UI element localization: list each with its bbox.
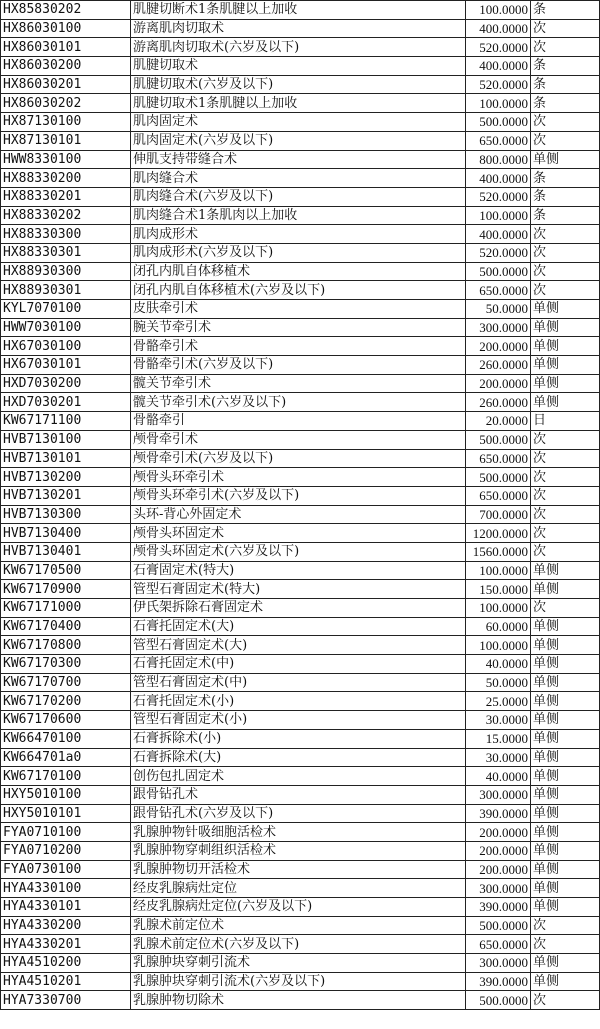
item-name-cell: 石膏托固定术(中) [131,655,466,674]
item-unit-cell: 单侧 [531,711,600,730]
item-name-cell: 颅骨头环固定术 [131,524,466,543]
item-name-cell: 石膏托固定术(大) [131,617,466,636]
item-code-cell: KW67170500 [1,561,131,580]
item-unit-cell: 单侧 [531,580,600,599]
item-price-cell: 500.0000 [466,113,531,132]
item-price-cell: 400.0000 [466,169,531,188]
item-code-cell: HX67030101 [1,356,131,375]
item-price-cell: 100.0000 [466,206,531,225]
item-unit-cell: 单侧 [531,393,600,412]
fee-table-body [1,1,600,1010]
item-unit-cell: 条 [531,169,600,188]
item-name-cell: 石膏托固定术(小) [131,692,466,711]
item-price-cell: 650.0000 [466,281,531,300]
item-code-cell: HXD7030200 [1,374,131,393]
item-name-cell: 髋关节牵引术 [131,374,466,393]
item-unit-cell: 单侧 [531,785,600,804]
table-row [1,187,600,206]
table-row [1,113,600,132]
table-row [1,225,600,244]
item-unit-cell: 单侧 [531,954,600,973]
item-unit-cell: 条 [531,206,600,225]
item-code-cell: HXY5010101 [1,804,131,823]
item-code-cell: HX87130101 [1,131,131,150]
item-code-cell: HVB7130401 [1,542,131,561]
item-price-cell: 500.0000 [466,468,531,487]
item-name-cell: 乳腺肿物切除术 [131,991,466,1010]
item-price-cell: 200.0000 [466,860,531,879]
item-price-cell: 40.0000 [466,767,531,786]
item-unit-cell: 次 [531,449,600,468]
item-name-cell: 肌肉缝合术 [131,169,466,188]
item-unit-cell: 单侧 [531,673,600,692]
item-code-cell: HWW8330100 [1,150,131,169]
item-price-cell: 15.0000 [466,729,531,748]
item-price-cell: 520.0000 [466,187,531,206]
item-name-cell: 颅骨头环牵引术(六岁及以下) [131,486,466,505]
item-unit-cell: 次 [531,131,600,150]
table-row [1,935,600,954]
item-code-cell: KW67170600 [1,711,131,730]
item-name-cell: 皮肤牵引术 [131,300,466,319]
item-name-cell: 乳腺肿块穿刺引流术 [131,954,466,973]
item-name-cell: 跟骨钻孔术 [131,785,466,804]
item-code-cell: HYA7330700 [1,991,131,1010]
item-code-cell: HVB7130200 [1,468,131,487]
item-code-cell: KW67170100 [1,767,131,786]
item-unit-cell: 单侧 [531,898,600,917]
table-row [1,150,600,169]
table-row [1,169,600,188]
item-unit-cell: 单侧 [531,617,600,636]
item-code-cell: HVB7130400 [1,524,131,543]
item-name-cell: 颅骨头环牵引术 [131,468,466,487]
item-unit-cell: 单侧 [531,150,600,169]
table-row [1,542,600,561]
table-row [1,19,600,38]
table-row [1,337,600,356]
item-price-cell: 20.0000 [466,412,531,431]
item-price-cell: 300.0000 [466,954,531,973]
table-row [1,468,600,487]
item-name-cell: 石膏固定术(特大) [131,561,466,580]
item-code-cell: HX85830202 [1,1,131,20]
item-price-cell: 390.0000 [466,972,531,991]
item-name-cell: 乳腺术前定位术 [131,916,466,935]
item-name-cell: 肌腱切取术(六岁及以下) [131,75,466,94]
item-price-cell: 200.0000 [466,841,531,860]
item-name-cell: 肌肉固定术 [131,113,466,132]
item-name-cell: 肌腱切取术1条肌腱以上加收 [131,94,466,113]
item-price-cell: 390.0000 [466,898,531,917]
item-name-cell: 骨骼牵引术 [131,337,466,356]
item-unit-cell: 条 [531,75,600,94]
item-unit-cell: 条 [531,1,600,20]
item-unit-cell: 单侧 [531,729,600,748]
item-unit-cell: 次 [531,468,600,487]
table-row [1,262,600,281]
table-row [1,524,600,543]
item-price-cell: 200.0000 [466,374,531,393]
item-code-cell: HX86030201 [1,75,131,94]
item-code-cell: HX88930300 [1,262,131,281]
item-code-cell: HYA4330200 [1,916,131,935]
item-code-cell: HX87130100 [1,113,131,132]
item-code-cell: KW67171100 [1,412,131,431]
item-price-cell: 520.0000 [466,75,531,94]
item-price-cell: 700.0000 [466,505,531,524]
item-code-cell: HX86030101 [1,38,131,57]
item-name-cell: 颅骨头环固定术(六岁及以下) [131,542,466,561]
item-name-cell: 管型石膏固定术(大) [131,636,466,655]
table-row [1,823,600,842]
item-code-cell: HXY5010100 [1,785,131,804]
item-price-cell: 500.0000 [466,916,531,935]
item-unit-cell: 单侧 [531,692,600,711]
table-row [1,486,600,505]
item-unit-cell: 日 [531,412,600,431]
item-price-cell: 150.0000 [466,580,531,599]
item-code-cell: HYA4330100 [1,879,131,898]
item-price-cell: 100.0000 [466,636,531,655]
item-price-cell: 260.0000 [466,393,531,412]
item-price-cell: 500.0000 [466,430,531,449]
item-price-cell: 520.0000 [466,243,531,262]
table-row [1,729,600,748]
item-unit-cell: 次 [531,542,600,561]
item-unit-cell: 次 [531,486,600,505]
item-unit-cell: 单侧 [531,748,600,767]
item-unit-cell: 条 [531,57,600,76]
table-row [1,972,600,991]
item-code-cell: HX86030200 [1,57,131,76]
item-code-cell: HX88330201 [1,187,131,206]
item-unit-cell: 次 [531,916,600,935]
item-name-cell: 骨骼牵引 [131,412,466,431]
item-code-cell: HVB7130201 [1,486,131,505]
item-unit-cell: 次 [531,991,600,1010]
item-code-cell: HX86030100 [1,19,131,38]
item-name-cell: 游离肌肉切取术 [131,19,466,38]
item-name-cell: 肌肉缝合术(六岁及以下) [131,187,466,206]
table-row [1,991,600,1010]
table-row [1,879,600,898]
table-row [1,748,600,767]
item-name-cell: 管型石膏固定术(中) [131,673,466,692]
item-code-cell: HYA4330201 [1,935,131,954]
table-row [1,57,600,76]
item-unit-cell: 单侧 [531,972,600,991]
table-row [1,860,600,879]
item-unit-cell: 次 [531,113,600,132]
item-price-cell: 40.0000 [466,655,531,674]
item-name-cell: 乳腺肿物切开活检术 [131,860,466,879]
table-row [1,898,600,917]
item-price-cell: 650.0000 [466,486,531,505]
item-code-cell: HYA4510201 [1,972,131,991]
table-row [1,804,600,823]
item-code-cell: HXD7030201 [1,393,131,412]
item-code-cell: HX88330300 [1,225,131,244]
item-price-cell: 100.0000 [466,561,531,580]
item-name-cell: 跟骨钻孔术(六岁及以下) [131,804,466,823]
item-name-cell: 肌肉固定术(六岁及以下) [131,131,466,150]
item-code-cell: KW67170400 [1,617,131,636]
table-row [1,449,600,468]
table-row [1,580,600,599]
item-name-cell: 经皮乳腺病灶定位 [131,879,466,898]
table-row [1,243,600,262]
item-name-cell: 乳腺肿物穿刺组织活检术 [131,841,466,860]
table-row [1,94,600,113]
item-price-cell: 50.0000 [466,673,531,692]
item-name-cell: 颅骨牵引术 [131,430,466,449]
item-code-cell: KW67170900 [1,580,131,599]
item-code-cell: HVB7130101 [1,449,131,468]
item-price-cell: 300.0000 [466,318,531,337]
item-name-cell: 肌腱切取术 [131,57,466,76]
item-code-cell: KYL7070100 [1,300,131,319]
item-code-cell: HX67030100 [1,337,131,356]
item-unit-cell: 单侧 [531,318,600,337]
item-code-cell: FYA0710200 [1,841,131,860]
item-code-cell: KW67170200 [1,692,131,711]
item-name-cell: 肌肉成形术 [131,225,466,244]
item-unit-cell: 次 [531,430,600,449]
item-unit-cell: 单侧 [531,879,600,898]
item-code-cell: KW664701a0 [1,748,131,767]
item-price-cell: 650.0000 [466,131,531,150]
table-row [1,318,600,337]
item-unit-cell: 次 [531,599,600,618]
item-price-cell: 500.0000 [466,262,531,281]
table-row [1,505,600,524]
item-price-cell: 260.0000 [466,356,531,375]
item-price-cell: 300.0000 [466,785,531,804]
item-unit-cell: 次 [531,524,600,543]
item-unit-cell: 次 [531,262,600,281]
table-row [1,785,600,804]
item-name-cell: 管型石膏固定术(特大) [131,580,466,599]
item-code-cell: KW67171000 [1,599,131,618]
item-name-cell: 管型石膏固定术(小) [131,711,466,730]
item-price-cell: 100.0000 [466,1,531,20]
item-name-cell: 经皮乳腺病灶定位(六岁及以下) [131,898,466,917]
table-row [1,393,600,412]
table-row [1,599,600,618]
table-row [1,655,600,674]
item-unit-cell: 次 [531,505,600,524]
item-price-cell: 500.0000 [466,991,531,1010]
item-name-cell: 肌腱切断术1条肌腱以上加收 [131,1,466,20]
item-code-cell: HVB7130300 [1,505,131,524]
item-name-cell: 闭孔内肌自体移植术(六岁及以下) [131,281,466,300]
item-code-cell: KW67170800 [1,636,131,655]
item-code-cell: HYA4510200 [1,954,131,973]
item-name-cell: 肌肉缝合术1条肌肉以上加收 [131,206,466,225]
item-code-cell: HX88930301 [1,281,131,300]
table-row [1,206,600,225]
table-row [1,954,600,973]
table-row [1,916,600,935]
item-price-cell: 100.0000 [466,599,531,618]
item-price-cell: 650.0000 [466,935,531,954]
item-price-cell: 300.0000 [466,879,531,898]
table-row [1,561,600,580]
item-price-cell: 800.0000 [466,150,531,169]
table-row [1,75,600,94]
item-code-cell: HX86030202 [1,94,131,113]
table-row [1,356,600,375]
item-code-cell: HVB7130100 [1,430,131,449]
item-code-cell: KW66470100 [1,729,131,748]
item-unit-cell: 单侧 [531,655,600,674]
table-row [1,636,600,655]
item-unit-cell: 单侧 [531,561,600,580]
item-code-cell: HYA4330101 [1,898,131,917]
item-name-cell: 头环-背心外固定术 [131,505,466,524]
item-price-cell: 100.0000 [466,94,531,113]
item-price-cell: 390.0000 [466,804,531,823]
item-price-cell: 520.0000 [466,38,531,57]
item-price-cell: 60.0000 [466,617,531,636]
item-unit-cell: 单侧 [531,841,600,860]
item-unit-cell: 单侧 [531,636,600,655]
item-price-cell: 400.0000 [466,57,531,76]
item-code-cell: HX88330301 [1,243,131,262]
item-name-cell: 骨骼牵引术(六岁及以下) [131,356,466,375]
item-name-cell: 乳腺肿物针吸细胞活检术 [131,823,466,842]
item-unit-cell: 次 [531,243,600,262]
table-row [1,617,600,636]
item-code-cell: HX88330202 [1,206,131,225]
table-row [1,767,600,786]
item-unit-cell: 单侧 [531,804,600,823]
item-code-cell: HWW7030100 [1,318,131,337]
item-unit-cell: 条 [531,94,600,113]
item-name-cell: 颅骨牵引术(六岁及以下) [131,449,466,468]
item-name-cell: 伊氏架拆除石膏固定术 [131,599,466,618]
table-row [1,131,600,150]
item-unit-cell: 次 [531,225,600,244]
item-price-cell: 400.0000 [466,225,531,244]
item-name-cell: 创伤包扎固定术 [131,767,466,786]
item-name-cell: 伸肌支持带缝合术 [131,150,466,169]
item-price-cell: 400.0000 [466,19,531,38]
item-unit-cell: 单侧 [531,374,600,393]
item-price-cell: 1560.0000 [466,542,531,561]
item-unit-cell: 条 [531,187,600,206]
table-row [1,673,600,692]
table-row [1,841,600,860]
item-name-cell: 游离肌肉切取术(六岁及以下) [131,38,466,57]
item-unit-cell: 单侧 [531,860,600,879]
table-row [1,300,600,319]
item-price-cell: 200.0000 [466,337,531,356]
item-price-cell: 25.0000 [466,692,531,711]
item-name-cell: 闭孔内肌自体移植术 [131,262,466,281]
table-row [1,281,600,300]
table-row [1,1,600,20]
item-price-cell: 650.0000 [466,449,531,468]
item-price-cell: 200.0000 [466,823,531,842]
item-price-cell: 30.0000 [466,748,531,767]
item-name-cell: 腕关节牵引术 [131,318,466,337]
table-row [1,374,600,393]
item-name-cell: 肌肉成形术(六岁及以下) [131,243,466,262]
item-unit-cell: 单侧 [531,300,600,319]
item-name-cell: 石膏拆除术(大) [131,748,466,767]
item-name-cell: 髋关节牵引术(六岁及以下) [131,393,466,412]
item-unit-cell: 次 [531,935,600,954]
item-code-cell: KW67170700 [1,673,131,692]
table-row [1,692,600,711]
item-unit-cell: 次 [531,38,600,57]
item-code-cell: KW67170300 [1,655,131,674]
table-row [1,412,600,431]
item-code-cell: FYA0710100 [1,823,131,842]
table-row [1,711,600,730]
item-name-cell: 石膏拆除术(小) [131,729,466,748]
item-price-cell: 1200.0000 [466,524,531,543]
item-code-cell: HX88330200 [1,169,131,188]
item-price-cell: 30.0000 [466,711,531,730]
table-row [1,38,600,57]
item-price-cell: 50.0000 [466,300,531,319]
item-unit-cell: 单侧 [531,337,600,356]
item-name-cell: 乳腺肿块穿刺引流术(六岁及以下) [131,972,466,991]
item-unit-cell: 次 [531,19,600,38]
item-code-cell: FYA0730100 [1,860,131,879]
item-unit-cell: 单侧 [531,356,600,375]
item-unit-cell: 单侧 [531,767,600,786]
item-unit-cell: 单侧 [531,823,600,842]
table-row [1,430,600,449]
item-name-cell: 乳腺术前定位术(六岁及以下) [131,935,466,954]
item-unit-cell: 次 [531,281,600,300]
